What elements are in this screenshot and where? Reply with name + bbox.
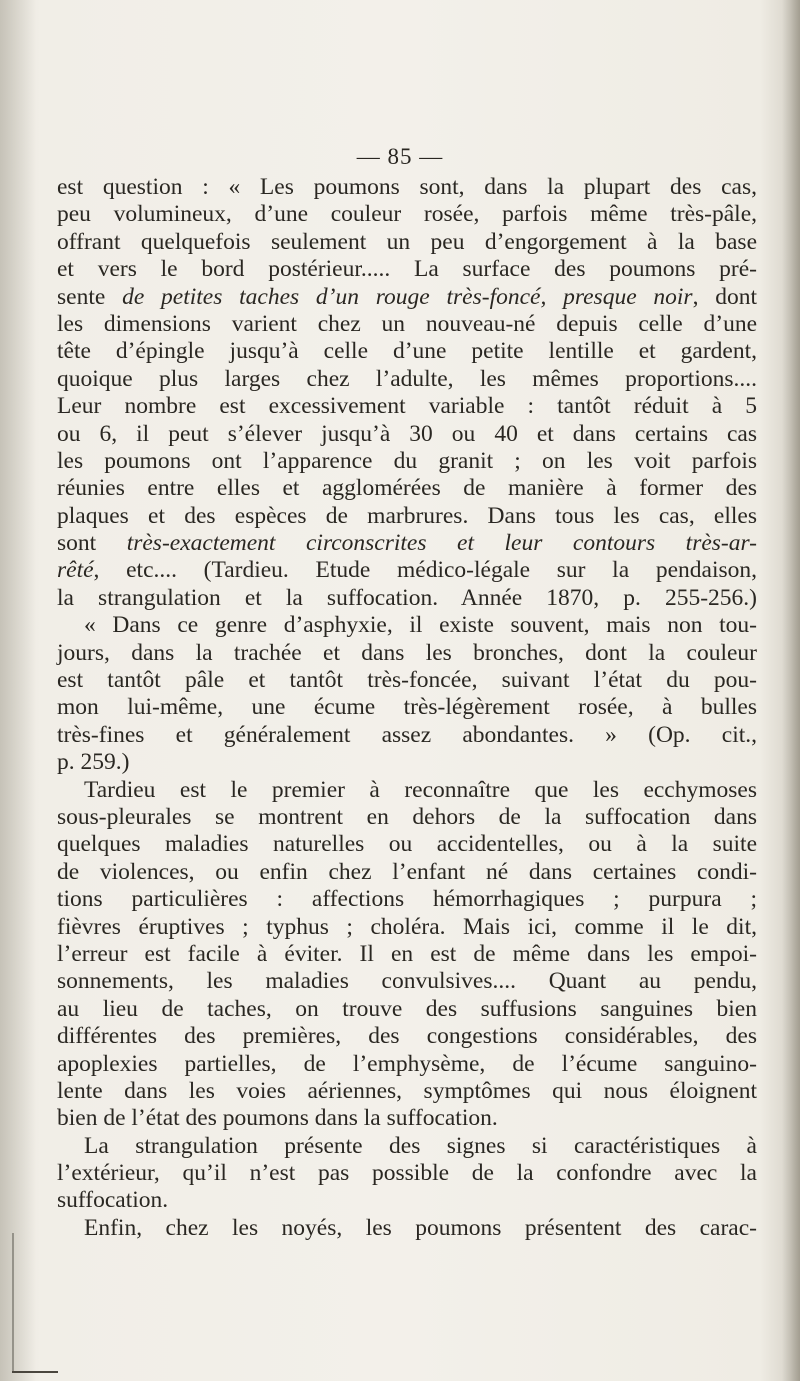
text-line: plaques et des espèces de marbrures. Dans tous les cas, elles xyxy=(57,502,757,529)
text-line: « Dans ce genre d’asphyxie, il existe souvent, mais non tou- xyxy=(84,612,757,639)
text-segment: , etc.... (Tardieu. Etude médico-légale sur la pendaison, xyxy=(93,557,757,584)
text-line xyxy=(57,284,757,311)
text-segment: , dont xyxy=(692,283,757,310)
text-line: fièvres éruptives ; typhus ; choléra. Mais ici, comme il le dit, xyxy=(57,913,757,940)
italic-segment: de petites taches d’un rouge très-foncé, presque noir xyxy=(122,283,693,310)
text-line: p. 259.) xyxy=(57,749,130,776)
text-line: sonnements, les maladies convulsives.... Quant au pendu, xyxy=(57,968,757,995)
text-line: les poumons ont l’apparence du granit ; on les voit parfois xyxy=(57,447,757,474)
text-line: offrant quelquefois seulement un peu d’engorgement à la base xyxy=(57,228,757,255)
body-text xyxy=(57,174,757,1242)
text-line: Tardieu est le premier à reconnaître que les ecchymoses xyxy=(84,776,757,803)
text-line: de violences, ou enfin chez l’enfant né dans certaines condi- xyxy=(57,858,757,885)
text-line: ou 6, il peut s’élever jusqu’à 30 ou 40 et dans certains cas xyxy=(57,420,757,447)
text-line: tions particulières : affections hémorrhagiques ; purpura ; xyxy=(57,886,757,913)
text-line: jours, dans la trachée et dans les bronches, dont la couleur xyxy=(57,639,757,666)
text-line: très-fines et généralement assez abondantes. » (Op. cit., xyxy=(57,721,757,748)
text-line: mon lui-même, une écume très-légèrement rosée, à bulles xyxy=(57,694,757,721)
text-line: et vers le bord postérieur..... La surface des poumons pré- xyxy=(57,256,757,283)
text-segment: sente xyxy=(57,283,123,310)
corner-mark-vertical xyxy=(12,1233,14,1373)
text-line: est tantôt pâle et tantôt très-foncée, suivant l’état du pou- xyxy=(57,667,757,694)
binding-shadow xyxy=(0,0,36,1381)
text-line: lente dans les voies aériennes, symptômes qui nous éloignent xyxy=(57,1077,757,1104)
text-line: quoique plus larges chez l’adulte, les mêmes proportions.... xyxy=(57,365,757,392)
text-line: tête d’épingle jusqu’à celle d’une petite lentille et gardent, xyxy=(57,338,757,365)
text-line: bien de l’état des poumons dans la suffocation. xyxy=(57,1105,498,1132)
text-line: Leur nombre est excessivement variable : tantôt réduit à 5 xyxy=(57,393,757,420)
text-line xyxy=(57,530,757,557)
text-line: est question : « Les poumons sont, dans la plupart des cas, xyxy=(57,174,757,200)
page-number: — 85 — xyxy=(356,144,444,169)
text-line: réunies entre elles et agglomérées de manière à former des xyxy=(57,475,757,502)
text-line: l’extérieur, qu’il n’est pas possible de la confondre avec la xyxy=(57,1160,757,1187)
text-line: différentes des premières, des congestions considérables, des xyxy=(57,1023,757,1050)
text-segment: sont xyxy=(57,530,127,557)
text-line: les dimensions varient chez un nouveau-né depuis celle d’une xyxy=(57,310,757,337)
text-line: suffocation. xyxy=(57,1187,169,1214)
italic-segment: rêté xyxy=(57,557,94,584)
text-line xyxy=(57,557,757,584)
text-line: la strangulation et la suffocation. Année 1870, p. 255-256.) xyxy=(57,584,757,611)
text-line: l’erreur est facile à éviter. Il en est de même dans les empoi- xyxy=(57,940,757,967)
text-line: quelques maladies naturelles ou accidentelles, ou à la suite xyxy=(57,831,757,858)
text-line: apoplexies partielles, de l’emphysème, de l’écume sanguino- xyxy=(57,1050,757,1077)
text-line: Enfin, chez les noyés, les poumons présentent des carac- xyxy=(84,1214,757,1241)
text-line: La strangulation présente des signes si caractéristiques à xyxy=(84,1132,757,1159)
corner-mark-horizontal xyxy=(12,1371,58,1373)
text-line: au lieu de taches, on trouve des suffusions sanguines bien xyxy=(57,995,757,1022)
italic-segment: très-exactement circonscrites et leur contours très-ar- xyxy=(126,530,757,557)
text-line: peu volumineux, d’une couleur rosée, parfois même très-pâle, xyxy=(57,201,757,228)
page-edge xyxy=(782,0,800,1381)
text-line: sous-pleurales se montrent en dehors de la suffocation dans xyxy=(57,803,757,830)
